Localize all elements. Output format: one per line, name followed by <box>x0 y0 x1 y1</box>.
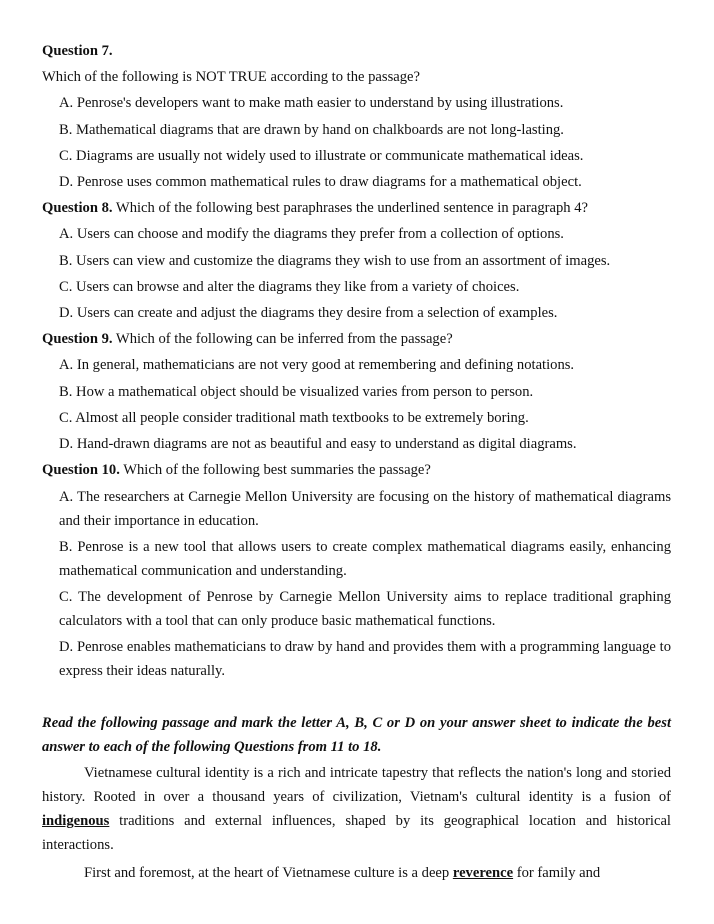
question-label: Question 7. <box>42 43 113 59</box>
question-10 <box>42 457 671 683</box>
option-b: B. Penrose is a new tool that allows users to create complex mathematical diagrams easily, enhancing mathematical communication and understanding. <box>59 539 671 580</box>
option-b: B. Mathematical diagrams that are drawn by hand on chalkboards are not long-lasting. <box>59 121 564 138</box>
question-9 <box>42 326 671 457</box>
reading-passage <box>42 761 671 885</box>
question-stem-line <box>42 326 671 352</box>
option-c: C. Diagrams are usually not widely used to illustrate or communicate mathematical ideas. <box>59 147 584 164</box>
option-c: C. Almost all people consider traditional math textbooks to be extremely boring. <box>59 409 529 426</box>
option-d: D. Penrose uses common mathematical rules to draw diagrams for a mathematical object. <box>59 174 582 191</box>
question-stem-line <box>42 457 671 483</box>
document-page <box>42 38 671 885</box>
option-a: A. In general, mathematicians are not very good at remembering and defining notations. <box>59 357 575 374</box>
question-7 <box>42 38 671 195</box>
option-a: A. The researchers at Carnegie Mellon University are focusing on the history of mathematical diagrams and their importance in education. <box>59 489 671 530</box>
passage-paragraph-1 <box>42 761 671 857</box>
question-stem: Which of the following can be inferred from the passage? <box>112 331 453 348</box>
option-a: A. Users can choose and modify the diagrams they prefer from a collection of options. <box>59 226 564 243</box>
question-8 <box>42 195 671 326</box>
paragraph-text: for family and <box>513 865 601 882</box>
option-c: C. Users can browse and alter the diagrams they like from a variety of choices. <box>59 278 520 295</box>
question-stem: Which of the following best paraphrases the underlined sentence in paragraph 4? <box>112 200 589 217</box>
question-label: Question 10. <box>42 462 120 479</box>
question-stem: Which of the following best summaries the passage? <box>119 462 431 479</box>
option-c: C. The development of Penrose by Carnegie Mellon University aims to replace traditional graphing calculators with a tool that can only produce basic mathematical functions. <box>59 589 671 630</box>
option-b: B. How a mathematical object should be visualized varies from person to person. <box>59 383 534 400</box>
option-b: B. Users can view and customize the diagrams they wish to use from an assortment of images. <box>59 252 611 269</box>
option-d: D. Users can create and adjust the diagrams they desire from a selection of examples. <box>59 305 558 322</box>
question-stem-line <box>42 195 671 221</box>
section-instruction: Read the following passage and mark the letter A, B, C or D on your answer sheet to indicate the best answer to each of the following Questions from 11 to 18. <box>42 715 671 756</box>
option-d: D. Hand-drawn diagrams are not as beautiful and easy to understand as digital diagrams. <box>59 436 577 453</box>
paragraph-text: Vietnamese cultural identity is a rich and intricate tapestry that reflects the nation's long and storied history. Rooted in over a thousand years of civilization, Vietnam's cultural identity is a fusion of <box>42 765 671 806</box>
section-spacer <box>42 685 671 711</box>
option-a: A. Penrose's developers want to make math easier to understand by using illustrations. <box>59 95 564 112</box>
passage-paragraph-2 <box>42 861 671 885</box>
paragraph-text: First and foremost, at the heart of Vietnamese culture is a deep <box>84 865 453 882</box>
question-stem: Which of the following is NOT TRUE according to the passage? <box>42 69 420 86</box>
paragraph-text: traditions and external influences, shaped by its geographical location and historical interactions. <box>42 813 671 854</box>
underlined-word-indigenous: indigenous <box>42 813 110 830</box>
option-d: D. Penrose enables mathematicians to draw by hand and provides them with a programming language to express their ideas naturally. <box>59 639 671 680</box>
question-label: Question 9. <box>42 331 113 348</box>
underlined-word-reverence: reverence <box>452 865 514 882</box>
question-label: Question 8. <box>42 200 113 217</box>
